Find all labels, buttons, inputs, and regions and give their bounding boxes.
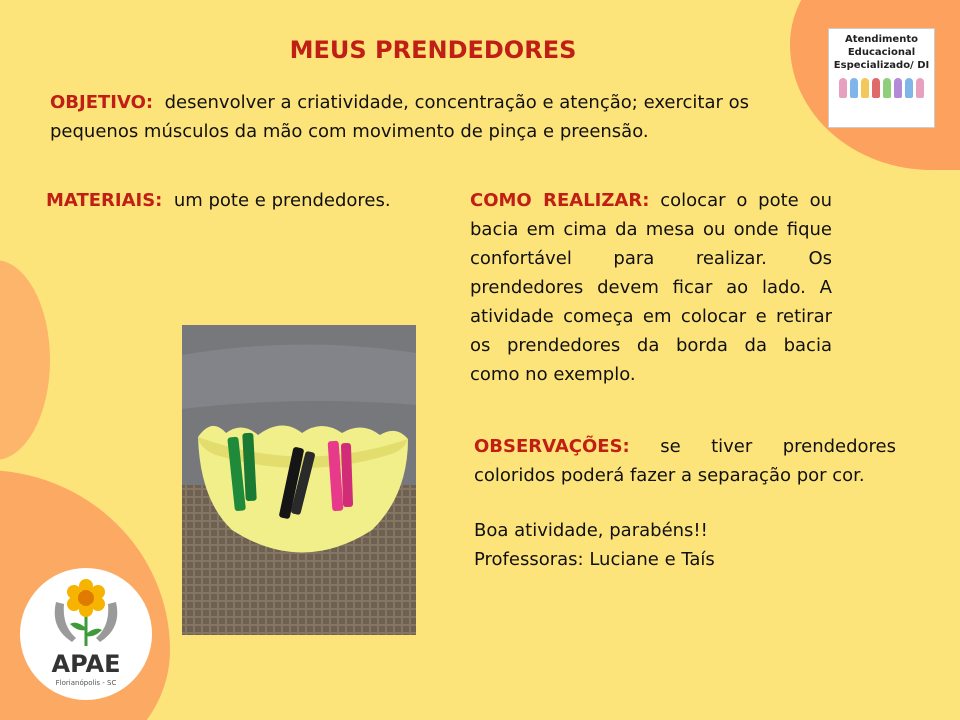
- closing-teachers: Professoras: Luciane e Taís: [474, 549, 715, 570]
- how-to-label: COMO REALIZAR:: [470, 190, 650, 211]
- badge-line-2: Educacional: [847, 47, 916, 58]
- notes-paragraph: [474, 432, 896, 490]
- page-title: MEUS PRENDEDORES: [289, 36, 577, 64]
- logo-city: Florianópolis - SC: [55, 679, 117, 687]
- notes-label: OBSERVAÇÕES:: [474, 436, 630, 457]
- badge-line-3: Especializado/ DI: [833, 60, 930, 71]
- badge-line-1: Atendimento: [845, 34, 918, 45]
- materials-text: um pote e prendedores.: [173, 190, 391, 211]
- apae-logo: [20, 568, 152, 700]
- objective-text: desenvolver a criatividade, concentração e atenção; exercitar os pequenos músculos da mão com movimento de pinça e preensão.: [50, 92, 749, 142]
- activity-photo: [182, 325, 416, 635]
- objective-paragraph: [50, 88, 790, 146]
- notes-text: se tiver prendedores coloridos poderá fazer a separação por cor.: [474, 436, 896, 486]
- closing-greeting: Boa atividade, parabéns!!: [474, 520, 708, 541]
- children-illustration: [829, 78, 934, 98]
- how-to-text: colocar o pote ou bacia em cima da mesa ou onde fique confortável para realizar. Os prendedores devem ficar ao lado. A atividade começa em colocar e retirar os prendedores da borda da bacia como no exemplo.: [470, 190, 832, 385]
- materials-paragraph: [46, 186, 446, 215]
- logo-name: APAE: [51, 650, 121, 678]
- closing-block: [474, 516, 894, 574]
- how-to-paragraph: [470, 186, 832, 389]
- aee-badge: [828, 28, 935, 128]
- objective-label: OBJETIVO:: [50, 92, 154, 113]
- badge-text: [829, 33, 934, 72]
- flower-hands-icon: [20, 568, 152, 652]
- materials-label: MATERIAIS:: [46, 190, 163, 211]
- decor-blob-left: [0, 260, 50, 460]
